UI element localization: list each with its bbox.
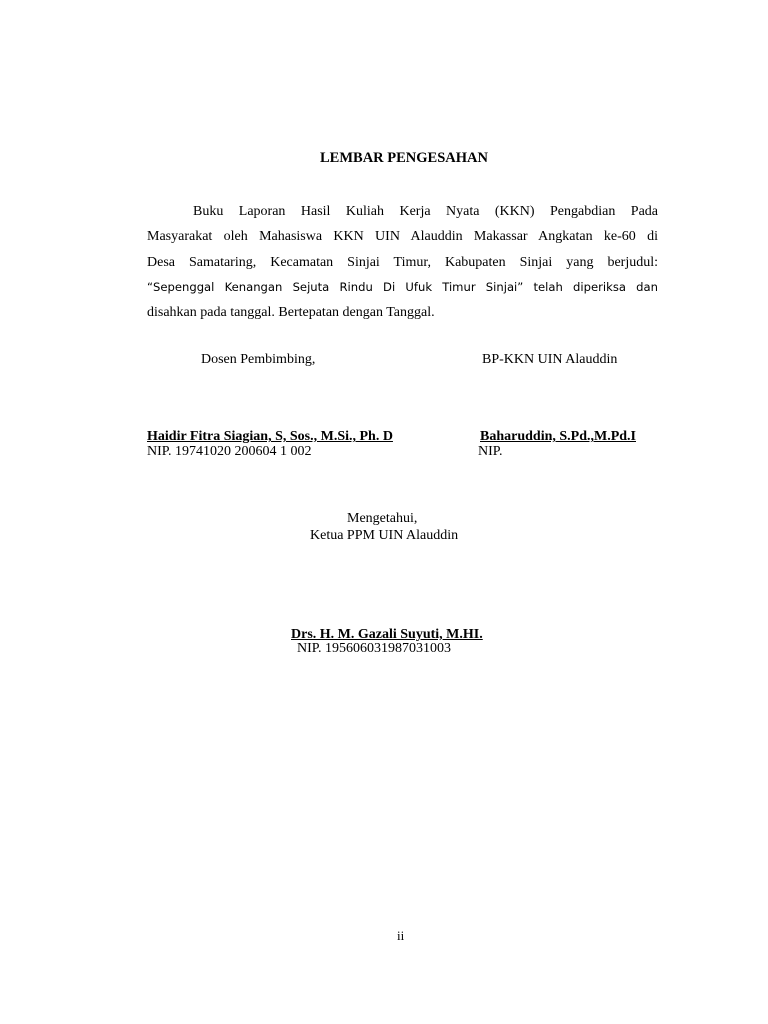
- paragraph-line-5: disahkan pada tanggal. Bertepatan dengan Tanggal.: [147, 305, 435, 321]
- left-signatory-name: Haidir Fitra Siagian, S, Sos., M.Si., Ph. D: [147, 429, 393, 444]
- page-number: ii: [397, 928, 405, 943]
- body-paragraph: [147, 199, 658, 325]
- paragraph-line-4: “Sepenggal Kenangan Sejuta Rindu Di Ufuk Timur Sinjai” telah diperiksa dan: [147, 279, 658, 294]
- approval-nip: NIP. 195606031987031003: [297, 641, 452, 656]
- paragraph-line-1: Buku Laporan Hasil Kuliah Kerja Nyata (KKN) Pengabdian Pada: [193, 204, 658, 219]
- approval-position: Ketua PPM UIN Alauddin: [310, 528, 459, 543]
- left-signatory-role: Dosen Pembimbing,: [201, 352, 316, 367]
- right-signatory-name: Baharuddin, S.Pd.,M.Pd.I: [480, 429, 636, 444]
- left-signatory-nip: NIP. 19741020 200604 1 002: [147, 444, 312, 459]
- right-signatory-role: BP-KKN UIN Alauddin: [482, 352, 618, 367]
- paragraph-line-3: Desa Samataring, Kecamatan Sinjai Timur, Kabupaten Sinjai yang berjudul:: [147, 254, 658, 270]
- right-signatory-nip: NIP.: [478, 444, 503, 459]
- approval-name: Drs. H. M. Gazali Suyuti, M.HI.: [291, 627, 483, 642]
- page-title: LEMBAR PENGESAHAN: [320, 150, 488, 166]
- paragraph-line-2: Masyarakat oleh Mahasiswa KKN UIN Alauddin Makassar Angkatan ke-60 di: [147, 229, 658, 245]
- approval-label: Mengetahui,: [347, 511, 418, 526]
